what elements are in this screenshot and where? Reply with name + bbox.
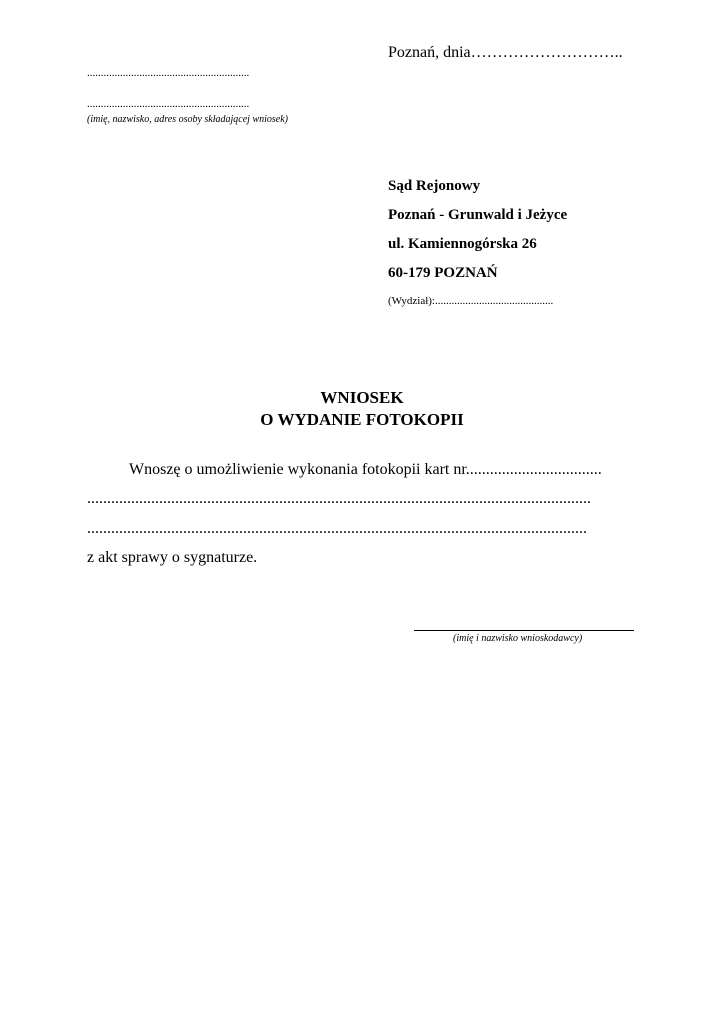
court-postal-city: 60-179 POZNAŃ — [388, 265, 498, 281]
applicant-line-2: ........................................................... — [87, 98, 250, 110]
request-line-3: ............................................................................................................................. — [87, 520, 587, 537]
court-department: (Wydział):........................................... — [388, 295, 554, 307]
court-street: ul. Kamiennogórska 26 — [388, 236, 537, 252]
applicant-caption: (imię, nazwisko, adres osoby składającej wniosek) — [87, 114, 288, 125]
court-name: Sąd Rejonowy — [388, 178, 481, 194]
signature-caption: (imię i nazwisko wnioskodawcy) — [453, 633, 583, 644]
request-line-2: .............................................................................................................................. — [87, 490, 591, 507]
applicant-line-1: ........................................................... — [87, 67, 250, 79]
request-line-4: z akt sprawy o sygnaturze. — [87, 549, 258, 566]
signature-line — [414, 630, 634, 631]
document-title-2: O WYDANIE FOTOKOPII — [260, 410, 464, 429]
place-date: Poznań, dnia……………………….. — [388, 44, 623, 61]
document-title-1: WNIOSEK — [320, 388, 404, 407]
court-division: Poznań - Grunwald i Jeżyce — [388, 207, 568, 223]
request-line-1: Wnoszę o umożliwienie wykonania fotokopii kart nr.................................. — [129, 461, 602, 478]
